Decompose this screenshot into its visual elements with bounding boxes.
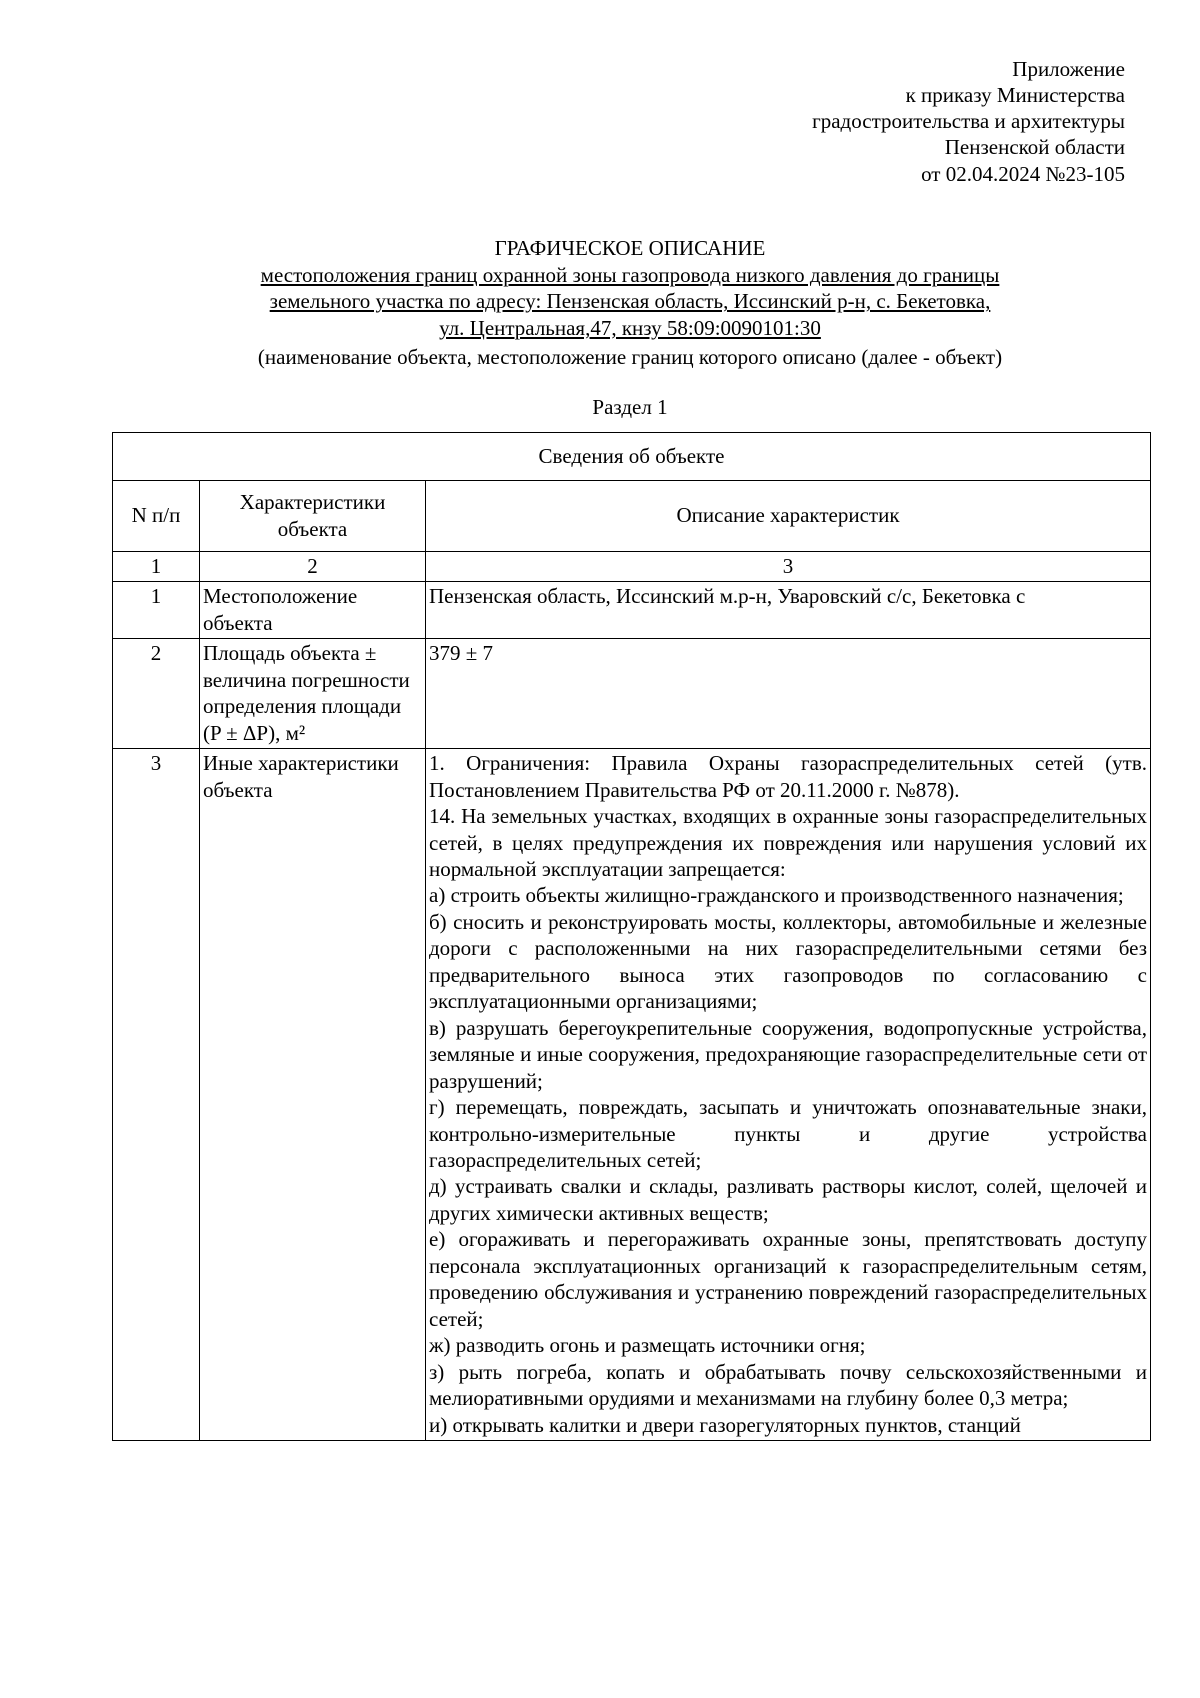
header-characteristics: Характеристики объекта (200, 481, 426, 552)
row-characteristic: Иные характеристики объекта (200, 749, 426, 1441)
object-name-caption: (наименование объекта, местоположение границ которого описано (далее - объект) (257, 344, 1003, 369)
table-caption-row (113, 433, 1151, 481)
description-paragraph: 14. На земельных участках, входящих в охранные зоны газораспределительных сетей, в целях предупреждения их повреждения или нарушения условий их нормальной эксплуатации запрещается: (429, 804, 1147, 881)
description-paragraph: е) огораживать и перегораживать охранные зоны, препятствовать доступу персонала эксплуатационных организаций к газораспределительным сетям, проведению обслуживания и устранению повреждений газораспределительных сетей; (429, 1227, 1147, 1331)
appendix-order-date: от 02.04.2024 №23-105 (921, 161, 1125, 186)
index-cell: 3 (426, 552, 1151, 582)
row-characteristic: Местоположение объекта (200, 582, 426, 639)
appendix-block (425, 56, 1125, 187)
table-header-row (113, 481, 1151, 552)
description-paragraph: а) строить объекты жилищно-гражданского и производственного назначения; (429, 883, 1124, 908)
row-characteristic: Площадь объекта ± величина погрешности определения площади (P ± ΔP), м² (200, 639, 426, 749)
appendix-line: Приложение (1012, 57, 1125, 81)
description-paragraph: ж) разводить огонь и размещать источники огня; (429, 1333, 866, 1358)
index-cell: 1 (113, 552, 200, 582)
row-description: Пензенская область, Иссинский м.р-н, Уваровский с/с, Бекетовка с (426, 582, 1151, 639)
description-paragraph: 1. Ограничения: Правила Охраны газораспределительных сетей (утв. Постановлением Правительства РФ от 20.11.2000 г. №878). (429, 751, 1147, 802)
row-num: 2 (113, 639, 200, 749)
document-heading (110, 235, 1150, 370)
index-cell: 2 (200, 552, 426, 582)
header-num: N п/п (113, 481, 200, 552)
table-row (113, 582, 1151, 639)
appendix-line: градостроительства и архитектуры (812, 109, 1125, 134)
appendix-line: к приказу Министерства (905, 83, 1125, 108)
document-title: ГРАФИЧЕСКОЕ ОПИСАНИЕ (494, 236, 766, 260)
table-caption: Сведения об объекте (113, 433, 1151, 481)
description-paragraph: з) рыть погреба, копать и обрабатывать почву сельскохозяйственными и мелиоративными орудиями и механизмами на глубину более 0,3 метра; (429, 1359, 1147, 1411)
row-description (426, 749, 1151, 1441)
description-paragraph: д) устраивать свалки и склады, разливать растворы кислот, солей, щелочей и других химически активных веществ; (429, 1174, 1147, 1225)
row-num: 3 (113, 749, 200, 1441)
object-name-line: местоположения границ охранной зоны газопровода низкого давления до границы (260, 262, 1000, 287)
row-description: 379 ± 7 (426, 639, 1151, 749)
description-paragraph: в) разрушать берегоукрепительные сооружения, водопропускные устройства, земляные и иные сооружения, предохраняющие газораспределительные сети от разрушений; (429, 1015, 1147, 1093)
section-label: Раздел 1 (592, 395, 668, 419)
appendix-line: Пензенской области (944, 135, 1125, 160)
table-row (113, 749, 1151, 1441)
header-description: Описание характеристик (426, 481, 1151, 552)
object-name-line: ул. Центральная,47, кнзу 58:09:0090101:30 (439, 315, 821, 340)
description-paragraph: и) открывать калитки и двери газорегуляторных пунктов, станций (429, 1412, 1021, 1437)
object-name-line: земельного участка по адресу: Пензенская область, Иссинский р-н, с. Бекетовка, (269, 289, 991, 314)
table-index-row (113, 552, 1151, 582)
row-num: 1 (113, 582, 200, 639)
table-row (113, 639, 1151, 749)
description-paragraph: б) сносить и реконструировать мосты, коллекторы, автомобильные и железные дороги с расположенными на них газораспределительными сетями без предварительного выноса этих газопроводов по согласованию с эксплуатационными организациями; (429, 909, 1147, 1014)
description-paragraph: г) перемещать, повреждать, засыпать и уничтожать опознавательные знаки, контрольно-измерительные пункты и другие устройства газораспределительных сетей; (429, 1095, 1147, 1172)
object-info-table (112, 432, 1151, 1441)
